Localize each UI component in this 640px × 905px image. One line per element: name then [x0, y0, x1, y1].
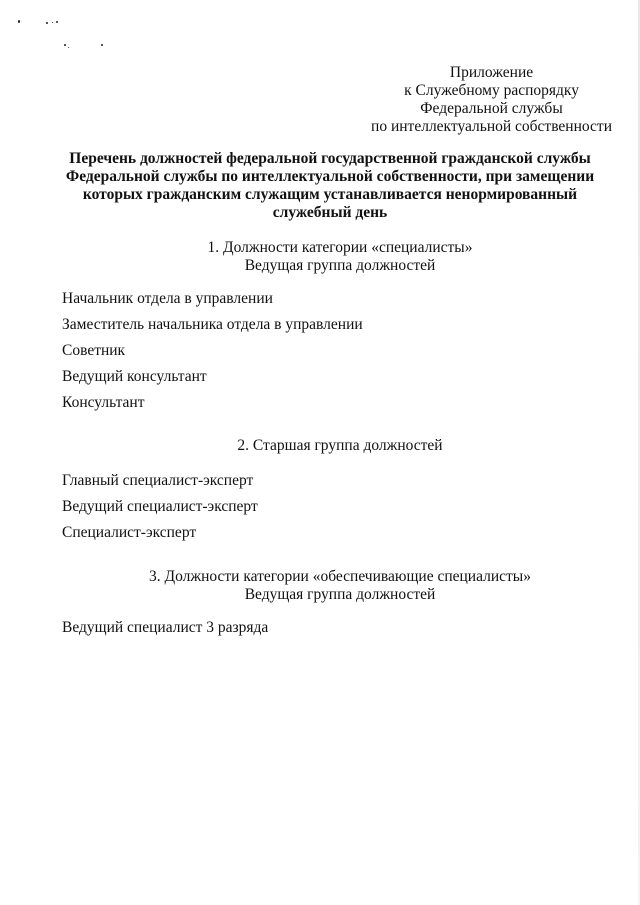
appendix-line: по интеллектуальной собственности [371, 118, 612, 135]
appendix-block [371, 64, 612, 136]
section-subheading: Ведущая группа должностей [244, 257, 436, 274]
appendix-line: к Служебному распорядку [404, 82, 579, 99]
position-item: Начальник отдела в управлении [62, 290, 273, 307]
position-item: Ведущий специалист-эксперт [62, 498, 258, 515]
position-item: Специалист-эксперт [62, 524, 197, 541]
scan-speck [56, 21, 58, 23]
position-item: Советник [62, 342, 126, 359]
document-title [60, 150, 600, 222]
title-line: Федеральной службы по интеллектуальной собственности, при замещении [65, 168, 595, 185]
appendix-line: Приложение [449, 64, 534, 81]
position-item: Консультант [62, 394, 145, 411]
title-line: Перечень должностей федеральной государственной гражданской службы [69, 150, 591, 167]
section-heading: 2. Старшая группа должностей [237, 437, 443, 454]
section-heading: 3. Должности категории «обеспечивающие специалисты» [149, 568, 531, 585]
position-item: Главный специалист-эксперт [62, 472, 254, 489]
scan-speck [68, 47, 69, 48]
position-item: Ведущий консультант [62, 368, 207, 385]
scan-speck [101, 44, 103, 46]
title-line: служебный день [272, 204, 388, 221]
scan-speck [46, 22, 48, 24]
scan-speck [64, 44, 66, 46]
appendix-line: Федеральной службы [420, 100, 563, 117]
section-heading: 1. Должности категории «специалисты» [207, 239, 473, 256]
scan-speck [18, 20, 20, 23]
section-3-header [60, 568, 620, 604]
position-item: Ведущий специалист 3 разряда [62, 619, 269, 636]
section-1-header [60, 239, 620, 275]
section-subheading: Ведущая группа должностей [244, 586, 436, 603]
title-line: которых гражданским служащим устанавливается ненормированный [82, 186, 578, 203]
position-item: Заместитель начальника отдела в управлении [62, 316, 363, 333]
scan-speck [52, 22, 53, 23]
section-2-header [60, 437, 620, 455]
